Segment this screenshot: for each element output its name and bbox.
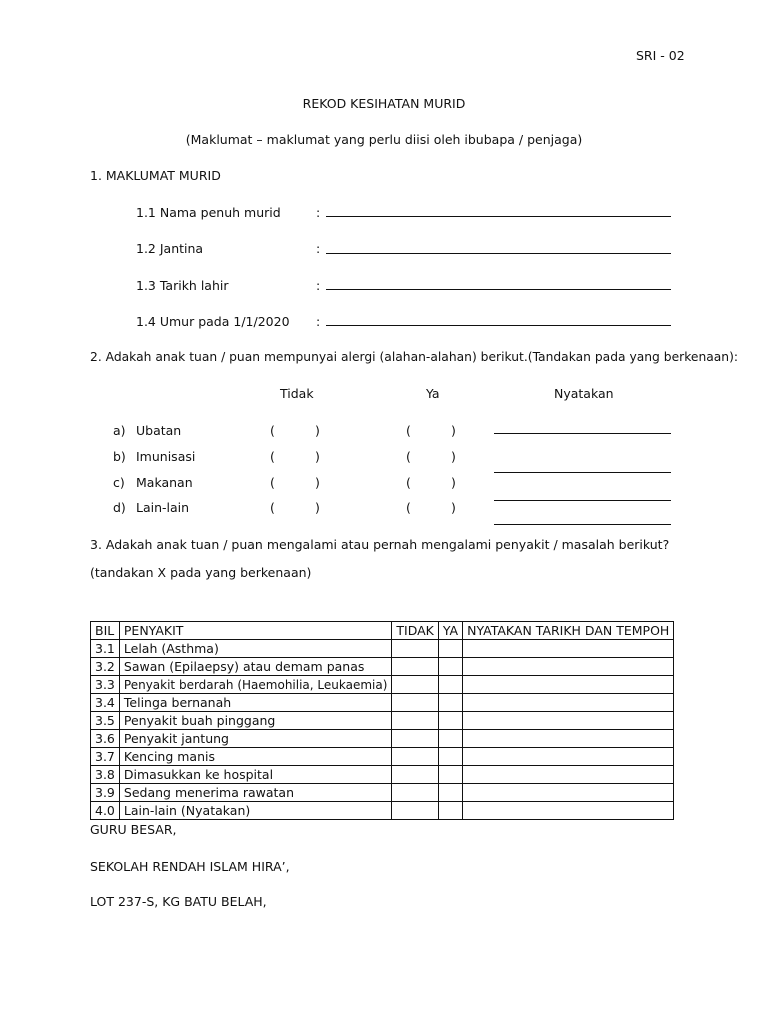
cell-ya[interactable]: [438, 694, 462, 712]
cell-penyakit: Lain-lain (Nyatakan): [119, 802, 392, 820]
field-label: 1.1 Nama penuh murid: [136, 205, 281, 220]
field-colon: :: [316, 241, 321, 256]
col-ya-label: Ya: [426, 386, 440, 401]
cell-ya[interactable]: [438, 640, 462, 658]
paren-close: ): [451, 423, 456, 438]
field-colon: :: [316, 205, 321, 220]
cell-ya[interactable]: [438, 658, 462, 676]
address-line-1: GURU BESAR,: [90, 822, 177, 837]
tarikh-lahir-input-line[interactable]: [326, 289, 671, 290]
cell-nyatakan[interactable]: [463, 676, 674, 694]
paren-open: (: [406, 475, 411, 490]
cell-tidak[interactable]: [392, 640, 438, 658]
cell-ya[interactable]: [438, 784, 462, 802]
field-colon: :: [316, 278, 321, 293]
paren-close: ): [315, 449, 320, 464]
nyatakan-input-line[interactable]: [494, 472, 671, 473]
header-nyatakan: NYATAKAN TARIKH DAN TEMPOH: [463, 622, 674, 640]
cell-penyakit: Dimasukkan ke hospital: [119, 766, 392, 784]
item-label: Lain-lain: [136, 500, 190, 515]
cell-bil: 3.8: [91, 766, 120, 784]
page-title: REKOD KESIHATAN MURID: [302, 96, 466, 111]
cell-nyatakan[interactable]: [463, 766, 674, 784]
paren-close: ): [451, 475, 456, 490]
cell-bil: 3.4: [91, 694, 120, 712]
item-letter: b): [113, 449, 126, 464]
col-nyatakan-label: Nyatakan: [554, 386, 614, 401]
cell-bil: 3.9: [91, 784, 120, 802]
section3-heading: 3. Adakah anak tuan / puan mengalami atau pernah mengalami penyakit / masalah berikut?: [90, 537, 670, 552]
cell-tidak[interactable]: [392, 658, 438, 676]
table-row: [91, 640, 674, 658]
cell-penyakit: Penyakit jantung: [119, 730, 392, 748]
paren-open: (: [270, 423, 275, 438]
nyatakan-input-line[interactable]: [494, 500, 671, 501]
section2-heading: 2. Adakah anak tuan / puan mempunyai alergi (alahan-alahan) berikut.(Tandakan pada yang berkenaan):: [90, 350, 739, 364]
umur-input-line[interactable]: [326, 325, 671, 326]
cell-tidak[interactable]: [392, 730, 438, 748]
field-label: 1.3 Tarikh lahir: [136, 278, 229, 293]
cell-tidak[interactable]: [392, 748, 438, 766]
cell-ya[interactable]: [438, 730, 462, 748]
paren-close: ): [451, 449, 456, 464]
table-row: [91, 676, 674, 694]
table-row: [91, 730, 674, 748]
nyatakan-input-line[interactable]: [494, 433, 671, 434]
cell-tidak[interactable]: [392, 676, 438, 694]
table-row: [91, 784, 674, 802]
jantina-input-line[interactable]: [326, 253, 671, 254]
table-row: [91, 658, 674, 676]
section1-heading: 1. MAKLUMAT MURID: [90, 168, 221, 183]
item-label: Imunisasi: [136, 449, 196, 464]
field-label: 1.4 Umur pada 1/1/2020: [136, 314, 290, 329]
paren-close: ): [315, 423, 320, 438]
cell-ya[interactable]: [438, 676, 462, 694]
cell-ya[interactable]: [438, 802, 462, 820]
cell-bil: 3.1: [91, 640, 120, 658]
cell-nyatakan[interactable]: [463, 694, 674, 712]
cell-tidak[interactable]: [392, 766, 438, 784]
cell-nyatakan[interactable]: [463, 658, 674, 676]
header-tidak: TIDAK: [392, 622, 438, 640]
paren-open: (: [270, 475, 275, 490]
table-row: [91, 766, 674, 784]
section3-note: (tandakan X pada yang berkenaan): [90, 565, 312, 580]
cell-penyakit: Sawan (Epilaepsy) atau demam panas: [119, 658, 392, 676]
paren-close: ): [451, 500, 456, 515]
header-ya: YA: [438, 622, 462, 640]
field-colon: :: [316, 314, 321, 329]
item-label: Makanan: [136, 475, 193, 490]
header-penyakit: PENYAKIT: [119, 622, 392, 640]
cell-bil: 3.6: [91, 730, 120, 748]
table-row: [91, 694, 674, 712]
cell-penyakit: Kencing manis: [119, 748, 392, 766]
cell-tidak[interactable]: [392, 802, 438, 820]
cell-penyakit: Lelah (Asthma): [119, 640, 392, 658]
cell-ya[interactable]: [438, 766, 462, 784]
nyatakan-input-line[interactable]: [494, 524, 671, 525]
cell-nyatakan[interactable]: [463, 802, 674, 820]
cell-nyatakan[interactable]: [463, 640, 674, 658]
cell-ya[interactable]: [438, 748, 462, 766]
field-label: 1.2 Jantina: [136, 241, 204, 256]
cell-penyakit: Telinga bernanah: [119, 694, 392, 712]
header-bil: BIL: [91, 622, 120, 640]
cell-bil: 3.3: [91, 676, 120, 694]
table-row: [91, 748, 674, 766]
address-line-3: LOT 237-S, KG BATU BELAH,: [90, 894, 267, 909]
paren-open: (: [406, 423, 411, 438]
cell-penyakit: Sedang menerima rawatan: [119, 784, 392, 802]
item-letter: a): [113, 423, 126, 438]
col-tidak-label: Tidak: [280, 386, 314, 401]
cell-penyakit: Penyakit berdarah (Haemohilia, Leukaemia): [119, 676, 392, 694]
item-letter: d): [113, 500, 126, 515]
paren-open: (: [270, 500, 275, 515]
item-letter: c): [113, 475, 125, 490]
page-subtitle: (Maklumat – maklumat yang perlu diisi oleh ibubapa / penjaga): [185, 132, 583, 147]
cell-tidak[interactable]: [392, 694, 438, 712]
cell-bil: 4.0: [91, 802, 120, 820]
cell-tidak[interactable]: [392, 712, 438, 730]
disease-table: [90, 621, 674, 820]
table-row: [91, 712, 674, 730]
paren-close: ): [315, 475, 320, 490]
cell-bil: 3.5: [91, 712, 120, 730]
item-label: Ubatan: [136, 423, 182, 438]
paren-open: (: [270, 449, 275, 464]
paren-close: ): [315, 500, 320, 515]
cell-bil: 3.2: [91, 658, 120, 676]
cell-bil: 3.7: [91, 748, 120, 766]
paren-open: (: [406, 500, 411, 515]
table-row: [91, 802, 674, 820]
address-line-2: SEKOLAH RENDAH ISLAM HIRA’,: [90, 859, 290, 874]
cell-tidak[interactable]: [392, 784, 438, 802]
cell-nyatakan[interactable]: [463, 784, 674, 802]
form-code: SRI - 02: [636, 48, 685, 63]
cell-nyatakan[interactable]: [463, 748, 674, 766]
table-header-row: [91, 622, 674, 640]
paren-open: (: [406, 449, 411, 464]
cell-ya[interactable]: [438, 712, 462, 730]
cell-penyakit: Penyakit buah pinggang: [119, 712, 392, 730]
cell-nyatakan[interactable]: [463, 730, 674, 748]
cell-nyatakan[interactable]: [463, 712, 674, 730]
nama-input-line[interactable]: [326, 216, 671, 217]
